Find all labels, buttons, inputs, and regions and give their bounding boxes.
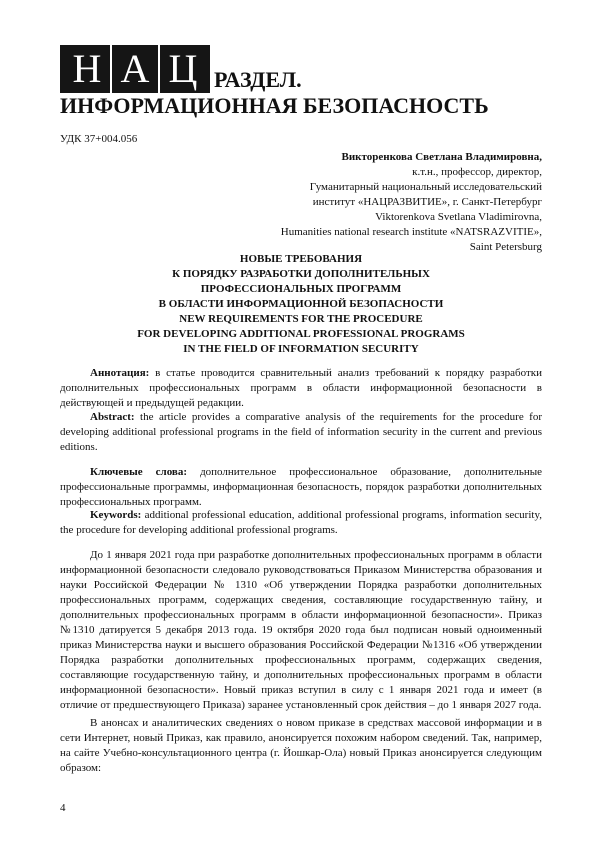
journal-logo <box>60 45 210 93</box>
section-title-line2: ИНФОРМАЦИОННАЯ БЕЗОПАСНОСТЬ <box>60 93 489 118</box>
journal-header <box>60 45 302 93</box>
abstract-label: Abstract: <box>90 411 135 423</box>
title-line: NEW REQUIREMENTS FOR THE PROCEDURE <box>179 313 423 325</box>
keywords-en-label: Keywords: <box>90 509 142 521</box>
logo-letter: Ц <box>158 45 206 93</box>
title-line: IN THE FIELD OF INFORMATION SECURITY <box>183 343 419 355</box>
keywords-en-text: additional professional education, additional professional programs, information security, the procedure for developing additional professional programs. <box>60 509 542 536</box>
annotation-label: Аннотация: <box>90 367 150 379</box>
title-line: ПРОФЕССИОНАЛЬНЫХ ПРОГРАММ <box>200 283 402 295</box>
body-paragraph-2: В анонсах и аналитических сведениях о новом приказе в средствах массовой информации и в сети Интернет, новый Приказ, как правило, анонсируется похожим набором сведений. Так, например, на сайте Учебно-консультационного центра (г. Йошкар-Ола) новый Приказ анонсируется следующим образом: <box>60 717 542 774</box>
keywords-ru-text: дополнительное профессиональное образование, дополнительные профессиональные программы, информационная безопасность, порядок разработки дополнительных профессиональных программ. <box>60 466 542 508</box>
logo-letter: А <box>110 45 158 93</box>
author-line: Viktorenkova Svetlana Vladimirovna, <box>375 211 542 223</box>
author-line: Гуманитарный национальный исследовательский <box>309 181 542 193</box>
body-paragraph-1: До 1 января 2021 года при разработке дополнительных профессиональных программ в области информационной безопасности следовало руководствоваться Приказом Министерства образования и науки Российской Федерации № 1310 «Об утверждении Порядка разработки дополнительных профессиональных программ, содержащих сведения, составляющие государственную тайну, и дополнительных профессиональных программ в области информационной безопасности». Приказ №1310 датируется 5 декабря 2013 года. 19 октября 2020 года был подписан новый одноименный приказ Министерства науки и высшего образования Российской Федерации №1316 «Об утверждении Порядка разработки дополнительных профессиональных программ, содержащих сведения, составляющие государственную тайну, и дополнительных профессиональных программ в области информационной безопасности». Новый приказ вступил в силу с 1 января 2021 года и имеет (в отличие от предшествующего Приказа) заранее установленный срок действия – до 1 января 2027 года. <box>60 549 542 711</box>
annotation-paragraph <box>60 366 542 411</box>
annotation-text: в статье проводится сравнительный анализ требований к порядку разработки дополнительных профессиональных программ в области информационной безопасности в действующей и предыдущей редакции. <box>60 367 542 409</box>
keywords-ru-paragraph <box>60 465 542 510</box>
author-line: Humanities national research institute «NATSRAZVITIE», <box>280 226 542 238</box>
keywords-en-paragraph <box>60 508 542 538</box>
author-line: Saint Petersburg <box>469 241 542 253</box>
title-line: В ОБЛАСТИ ИНФОРМАЦИОННОЙ БЕЗОПАСНОСТИ <box>158 298 444 310</box>
abstract-text: the article provides a comparative analysis of the requirements for the procedure for developing additional professional programs in the field of information security in the current and previous editions. <box>60 411 542 453</box>
logo-letter: Н <box>72 46 102 91</box>
abstract-paragraph <box>60 410 542 455</box>
udk-code: УДК 37+004.056 <box>60 133 138 145</box>
article-title <box>60 252 542 357</box>
author-line: к.т.н., профессор, директор, <box>412 166 542 178</box>
author-line: институт «НАЦРАЗВИТИЕ», г. Санкт-Петербург <box>312 196 542 208</box>
keywords-ru-label: Ключевые слова: <box>90 466 188 478</box>
author-name: Викторенкова Светлана Владимировна, <box>341 151 542 163</box>
author-block <box>281 150 542 255</box>
title-line: К ПОРЯДКУ РАЗРАБОТКИ ДОПОЛНИТЕЛЬНЫХ <box>172 268 430 280</box>
page-number: 4 <box>60 802 66 814</box>
title-line: FOR DEVELOPING ADDITIONAL PROFESSIONAL PROGRAMS <box>137 328 465 340</box>
title-line: НОВЫЕ ТРЕБОВАНИЯ <box>239 253 363 265</box>
section-title-line1: РАЗДЕЛ. <box>214 67 302 92</box>
